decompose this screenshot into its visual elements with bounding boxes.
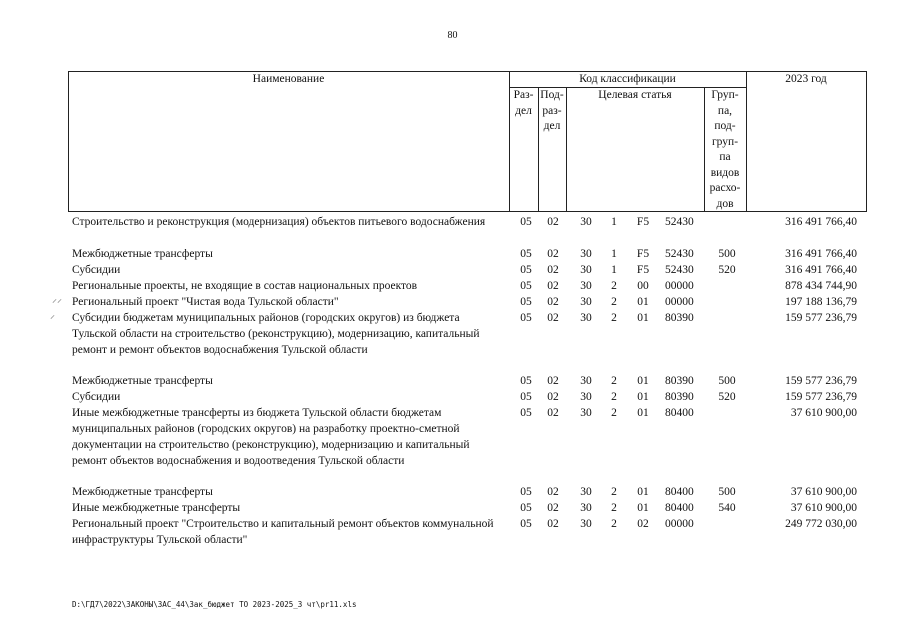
page-number: 80 (447, 30, 458, 41)
header-year: 2023 год (785, 73, 827, 85)
header-divider-group (746, 71, 747, 212)
table-header (68, 71, 867, 211)
header-divider-podrazdel (566, 87, 567, 212)
header-podrazdel: Под- раз- дел (540, 89, 564, 132)
file-path-footer: D:\ГД7\2022\ЗАКОНЫ\ЗАС_44\Зак_бюджет ТО 2023-2025_3 чт\pr11.xls (72, 600, 357, 609)
header-code: Код классификации (579, 73, 676, 85)
header-right-border (866, 71, 867, 212)
header-left-border (68, 71, 69, 212)
pen-mark: ⸝ (50, 310, 55, 321)
header-bottom-border (68, 211, 867, 212)
header-target: Целевая статья (598, 89, 672, 101)
header-razdel: Раз- дел (513, 89, 534, 117)
pen-mark: ⸝⸝ (52, 294, 62, 305)
header-group: Груп- па, под- груп- па видов расхо- дов (709, 89, 741, 210)
header-name: Наименование (252, 73, 325, 85)
